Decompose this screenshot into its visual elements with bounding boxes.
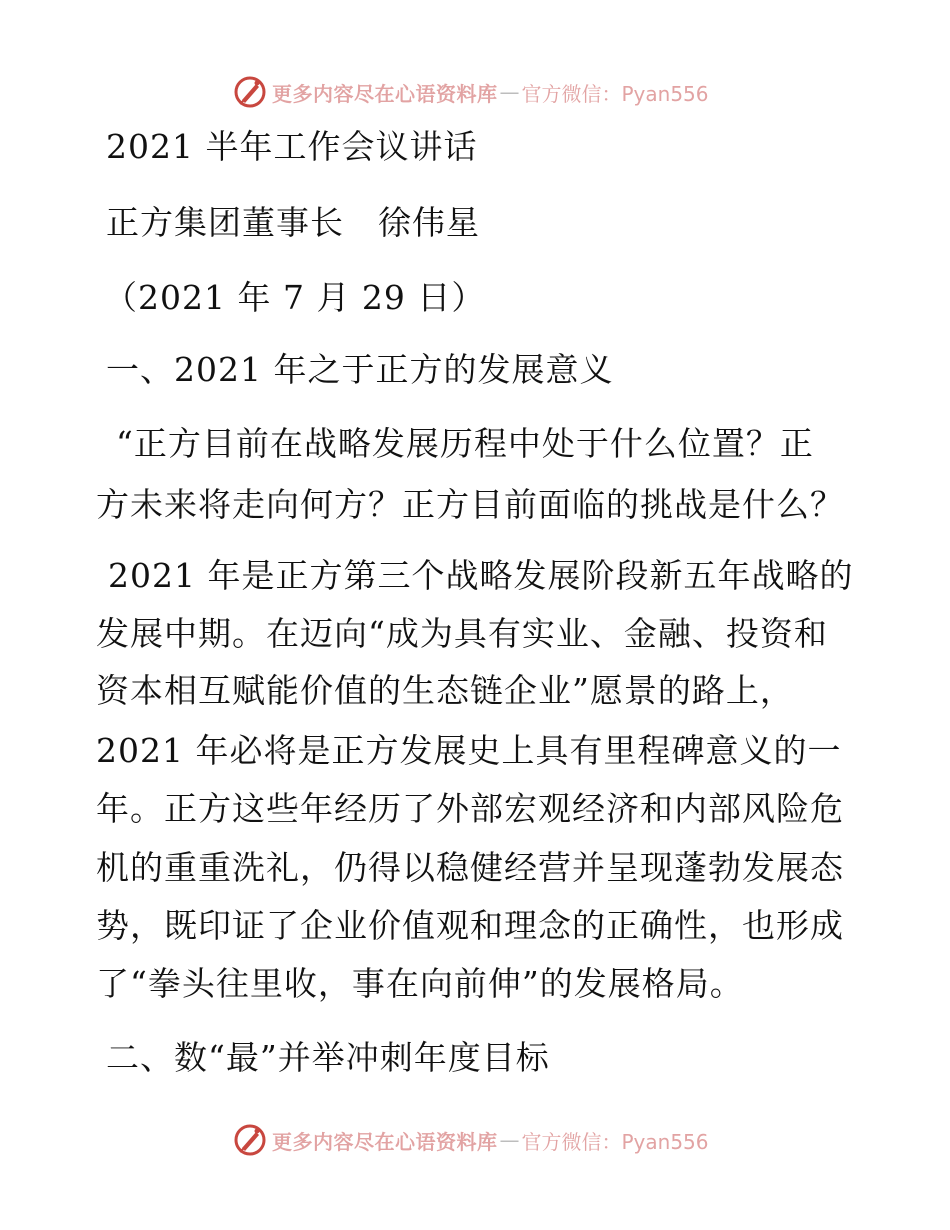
paragraph-2-line: 了“拳头往里收，事在向前伸”的发展格局。 (96, 964, 744, 1003)
watermark-dash: — (499, 1128, 520, 1152)
paragraph-2-line: 机的重重洗礼，仍得以稳健经营并呈现蓬勃发展态 (96, 848, 844, 887)
watermark-text: 更多内容尽在心语资料库 (272, 1129, 498, 1154)
footer-watermark (232, 1120, 709, 1160)
document-title: 2021 半年工作会议讲话 (106, 127, 478, 166)
logo-icon (232, 1122, 268, 1158)
watermark-text: 更多内容尽在心语资料库 (272, 81, 498, 106)
paragraph-2-line: 2021 年必将是正方发展史上具有里程碑意义的一 (96, 731, 842, 770)
watermark-contact: 官方微信：Pyan556 (521, 81, 709, 106)
speaker-line: 正方集团董事长 徐伟星 (106, 203, 480, 242)
paragraph-1-line: “正方目前在战略发展历程中处于什么位置？正 (116, 424, 814, 463)
paragraph-2-line: 2021 年是正方第三个战略发展阶段新五年战略的 (108, 556, 854, 595)
paragraph-1-line: 方未来将走向何方？正方目前面临的挑战是什么？ (96, 485, 844, 524)
watermark-dash: — (499, 80, 520, 104)
watermark-contact: 官方微信：Pyan556 (521, 1129, 709, 1154)
section-heading-1: 一、2021 年之于正方的发展意义 (106, 350, 614, 389)
paragraph-2-line: 资本相互赋能价值的生态链企业”愿景的路上， (96, 671, 794, 710)
paragraph-2-line: 发展中期。在迈向“成为具有实业、金融、投资和 (96, 614, 828, 653)
date-line: （2021 年 7 月 29 日） (104, 278, 486, 317)
logo-icon (232, 74, 268, 110)
header-watermark (232, 72, 709, 112)
paragraph-2-line: 势，既印证了企业价值观和理念的正确性，也形成 (96, 906, 844, 945)
section-heading-2: 二、数“最”并举冲刺年度目标 (106, 1038, 550, 1077)
paragraph-2-line: 年。正方这些年经历了外部宏观经济和内部风险危 (96, 789, 844, 828)
